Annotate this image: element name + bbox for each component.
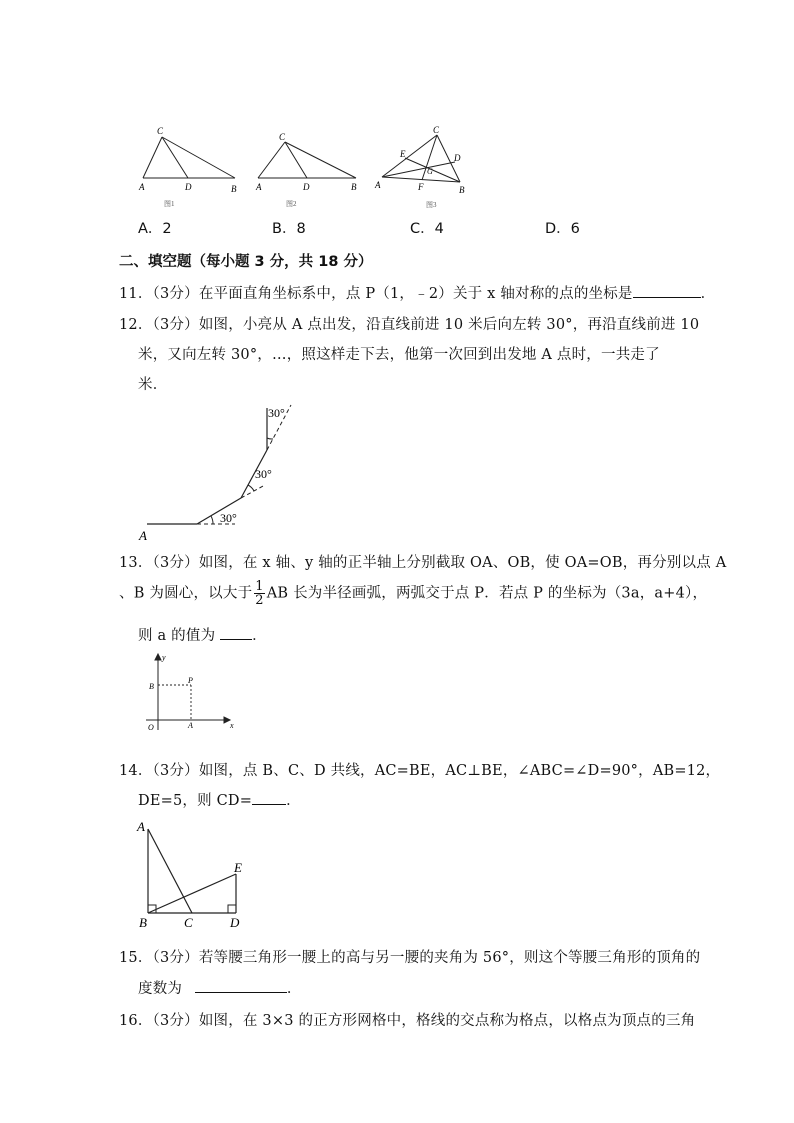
q13-label-a: A — [188, 721, 193, 730]
q15-line2-text: 度数为 — [138, 981, 183, 997]
option-d: D．6 — [545, 221, 580, 237]
q14-label-a: A — [137, 819, 145, 834]
q12-line-3: 米． — [138, 377, 168, 393]
q13-line2-b: AB 长为半径画弧，两弧交于点 P．若点 P 的坐标为（3a，a+4）， — [266, 585, 708, 602]
q14-line-1: 14．（3分）如图，点 B、C、D 共线，AC=BE，AC⊥BE，∠ABC=∠D=90°，AB=12， — [119, 763, 721, 779]
fig3-caption: 图3 — [426, 201, 437, 209]
q14-label-c: C — [184, 915, 193, 930]
fig3-label-d: D — [454, 153, 461, 163]
q13-line-2 — [119, 580, 707, 607]
q14-label-b: B — [139, 915, 147, 930]
q13-frac-den: 2 — [255, 593, 264, 608]
q15-line2-end: ． — [286, 981, 302, 997]
q13-label-b: B — [149, 682, 154, 691]
section-title: 二、填空题（每小题 3 分，共 18 分） — [119, 254, 373, 270]
q15-line-2 — [138, 977, 302, 998]
fig2-caption: 图2 — [286, 200, 297, 208]
fig3-label-a: A — [375, 180, 381, 190]
fig3-label-e: E — [400, 149, 406, 159]
q12-label-a: A — [139, 528, 147, 543]
q13-line3-end: ． — [252, 628, 267, 644]
q14-line2-end: ． — [286, 793, 301, 809]
q13-line-1: 13．（3分）如图，在 x 轴、y 轴的正半轴上分别截取 OA、OB，使 OA=OB，再分别以点 A — [119, 555, 727, 571]
q12-angle-2: 30° — [255, 467, 272, 481]
figure-1 — [143, 137, 235, 178]
option-a: A．2 — [138, 221, 172, 237]
fig2-label-a: A — [256, 182, 262, 192]
q14-answer-blank[interactable] — [252, 791, 286, 805]
fig1-label-a: A — [139, 182, 145, 192]
fig1-label-c: C — [157, 126, 164, 136]
figure-3 — [382, 135, 460, 182]
q12-figure — [135, 400, 305, 545]
figure-2 — [258, 142, 356, 178]
fig1-label-b: B — [231, 184, 237, 194]
q13-label-y: y — [162, 653, 166, 662]
q12-line-2: 米，又向左转 30°，…，照这样走下去，他第一次回到出发地 A 点时，一共走了 — [138, 347, 660, 363]
q13-label-x: x — [230, 721, 234, 730]
q15-answer-blank[interactable] — [195, 979, 287, 993]
option-c: C．4 — [410, 221, 444, 237]
q14-line-2 — [138, 789, 301, 810]
q14-label-e: E — [234, 860, 242, 875]
q14-label-d: D — [230, 915, 240, 930]
fig1-caption: 图1 — [164, 200, 175, 208]
q13-fraction — [254, 580, 264, 607]
q11-text: 11．（3分）在平面直角坐标系中，点 P（1，﹣2）关于 x 轴对称的点的坐标是 ． — [119, 286, 716, 302]
q13-label-o: O — [148, 723, 154, 732]
q10-figures — [130, 120, 490, 215]
q13-frac-num: 1 — [255, 579, 264, 594]
q16-line-1: 16．（3分）如图，在 3×3 的正方形网格中，格线的交点称为格点，以格点为顶点的三角 — [119, 1013, 696, 1029]
q12-angle-1: 30° — [220, 511, 237, 525]
fig2-label-d: D — [303, 182, 310, 192]
q13-figure — [138, 650, 248, 745]
option-b: B．8 — [272, 221, 306, 237]
q12-angle-3: 30° — [268, 406, 285, 420]
q13-answer-blank[interactable] — [220, 626, 252, 640]
q11-answer-blank[interactable] — [633, 284, 701, 298]
q15-line-1: 15．（3分）若等腰三角形一腰上的高与另一腰的夹角为 56°，则这个等腰三角形的顶角的 — [119, 950, 701, 966]
q11-line: 11．（3分）在平面直角坐标系中，点 P（1，﹣2）关于 x 轴对称的点的坐标是 — [119, 286, 633, 302]
fig3-label-c: C — [433, 125, 440, 135]
fig3-label-b: B — [459, 185, 465, 195]
q12-line-1: 12．（3分）如图，小亮从 A 点出发，沿直线前进 10 米后向左转 30°，再沿直线前进 10 — [119, 317, 700, 333]
q13-line2-a: 、B 为圆心，以大于 — [119, 585, 253, 602]
q14-figure — [130, 815, 260, 935]
fig1-label-d: D — [185, 182, 192, 192]
fig3-label-f: F — [418, 182, 424, 192]
q13-line3-text: 则 a 的值为 — [138, 628, 216, 644]
q14-line2-text: DE=5，则 CD= — [138, 793, 253, 809]
q13-label-p: P — [188, 676, 193, 685]
fig3-label-g: G — [427, 167, 433, 176]
q13-line-3 — [138, 624, 267, 645]
fig2-label-b: B — [351, 182, 357, 192]
fig2-label-c: C — [279, 132, 286, 142]
